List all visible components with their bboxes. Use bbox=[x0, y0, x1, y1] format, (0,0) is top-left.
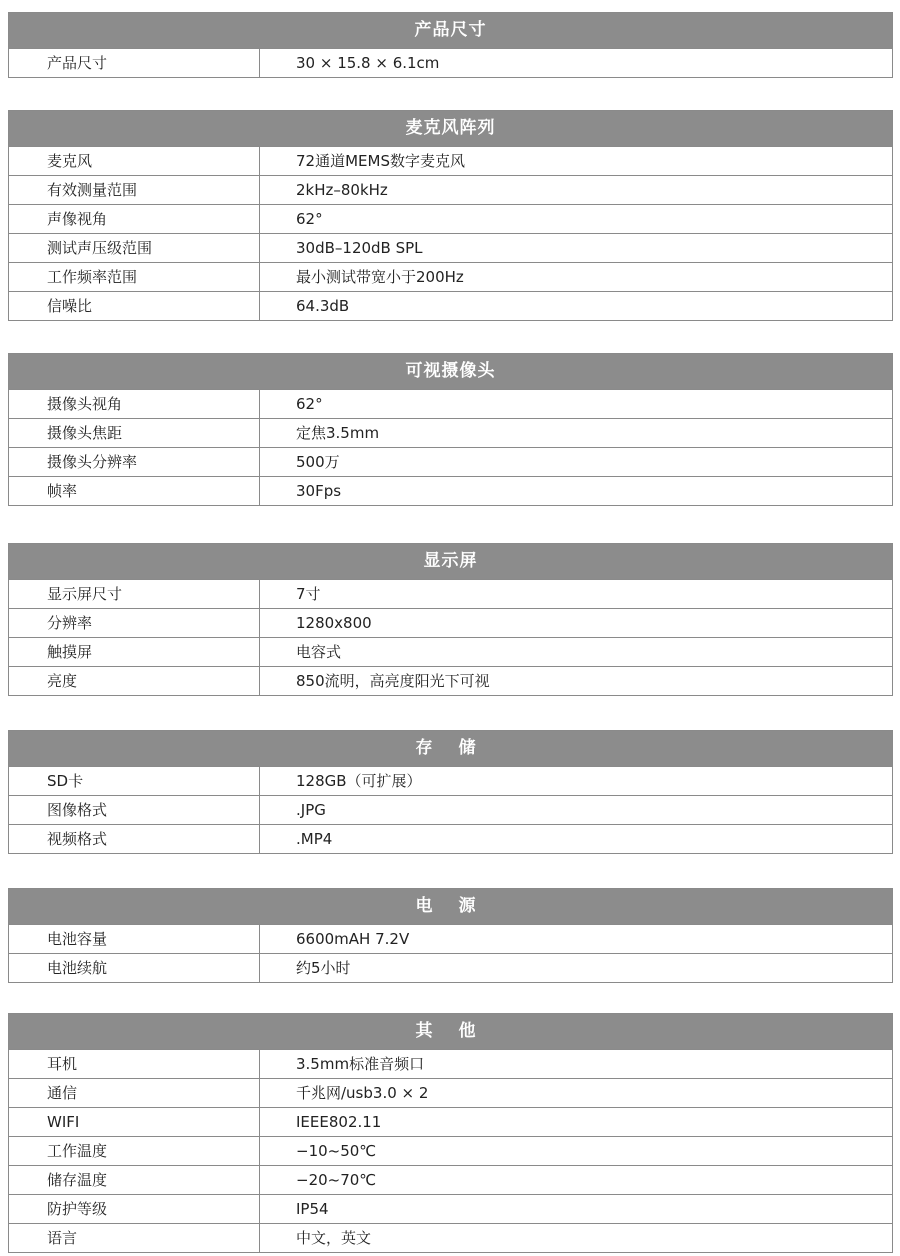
table-row bbox=[9, 766, 892, 795]
spec-value: 千兆网/usb3.0 × 2 bbox=[296, 1084, 429, 1102]
table-row bbox=[9, 795, 892, 824]
spec-label: 显示屏尺寸 bbox=[9, 580, 260, 608]
spec-label: 防护等级 bbox=[9, 1195, 260, 1223]
section-title: 存 储 bbox=[9, 731, 892, 766]
spec-label: 亮度 bbox=[9, 667, 260, 695]
spec-value: 1280x800 bbox=[296, 614, 372, 632]
spec-section-size bbox=[8, 12, 893, 78]
spec-value: 30Fps bbox=[296, 482, 342, 500]
table-row bbox=[9, 924, 892, 953]
table-row bbox=[9, 1165, 892, 1194]
table-row bbox=[9, 608, 892, 637]
table-row bbox=[9, 1107, 892, 1136]
spec-label: 声像视角 bbox=[9, 205, 260, 233]
spec-value: 6600mAH 7.2V bbox=[296, 930, 410, 948]
spec-section-display bbox=[8, 543, 893, 696]
spec-section-other bbox=[8, 1013, 893, 1253]
spec-label: 耳机 bbox=[9, 1050, 260, 1078]
spec-label: 摄像头视角 bbox=[9, 390, 260, 418]
table-row bbox=[9, 233, 892, 262]
table-row bbox=[9, 418, 892, 447]
table-row bbox=[9, 1049, 892, 1078]
table-row bbox=[9, 1223, 892, 1252]
spec-value: IP54 bbox=[296, 1200, 329, 1218]
table-row bbox=[9, 146, 892, 175]
spec-label: 通信 bbox=[9, 1079, 260, 1107]
spec-label: 电池容量 bbox=[9, 925, 260, 953]
spec-label: 语言 bbox=[9, 1224, 260, 1252]
spec-label: 摄像头焦距 bbox=[9, 419, 260, 447]
spec-label: 视频格式 bbox=[9, 825, 260, 853]
table-row bbox=[9, 953, 892, 982]
spec-label: 测试声压级范围 bbox=[9, 234, 260, 262]
spec-section-mic-array bbox=[8, 110, 893, 321]
spec-value: IEEE802.11 bbox=[296, 1113, 382, 1131]
spec-value: 64.3dB bbox=[296, 297, 350, 315]
spec-label: 触摸屏 bbox=[9, 638, 260, 666]
spec-section-storage bbox=[8, 730, 893, 854]
spec-section-camera bbox=[8, 353, 893, 506]
spec-label: 电池续航 bbox=[9, 954, 260, 982]
spec-label: 信噪比 bbox=[9, 292, 260, 320]
spec-value: 2kHz–80kHz bbox=[296, 181, 388, 199]
section-title: 显示屏 bbox=[9, 544, 892, 579]
spec-label: 工作温度 bbox=[9, 1137, 260, 1165]
table-row bbox=[9, 175, 892, 204]
table-row bbox=[9, 579, 892, 608]
spec-value: 3.5mm标准音频口 bbox=[296, 1055, 425, 1073]
section-title: 产品尺寸 bbox=[9, 13, 892, 48]
table-row bbox=[9, 204, 892, 233]
spec-value: 约5小时 bbox=[296, 959, 351, 977]
table-row bbox=[9, 637, 892, 666]
table-row bbox=[9, 824, 892, 853]
spec-label: 分辨率 bbox=[9, 609, 260, 637]
section-title: 其 他 bbox=[9, 1014, 892, 1049]
table-row bbox=[9, 389, 892, 418]
spec-value: 中文，英文 bbox=[296, 1229, 372, 1247]
spec-value: 62° bbox=[296, 395, 323, 413]
spec-value: 128GB（可扩展） bbox=[296, 772, 422, 790]
spec-value: .JPG bbox=[296, 801, 326, 819]
spec-value: 30dB–120dB SPL bbox=[296, 239, 423, 257]
spec-value: 500万 bbox=[296, 453, 340, 471]
spec-label: 麦克风 bbox=[9, 147, 260, 175]
spec-value: 最小测试带宽小于200Hz bbox=[296, 268, 464, 286]
table-row bbox=[9, 666, 892, 695]
section-title: 电 源 bbox=[9, 889, 892, 924]
spec-value: 850流明，高亮度阳光下可视 bbox=[296, 672, 490, 690]
spec-label: 摄像头分辨率 bbox=[9, 448, 260, 476]
spec-label: 储存温度 bbox=[9, 1166, 260, 1194]
spec-label: 产品尺寸 bbox=[9, 49, 260, 77]
section-title: 可视摄像头 bbox=[9, 354, 892, 389]
spec-value: .MP4 bbox=[296, 830, 333, 848]
table-row bbox=[9, 476, 892, 505]
spec-value: 62° bbox=[296, 210, 323, 228]
spec-value: 72通道MEMS数字麦克风 bbox=[296, 152, 465, 170]
spec-label: 帧率 bbox=[9, 477, 260, 505]
spec-value: −20~70℃ bbox=[296, 1171, 377, 1189]
spec-value: 30 × 15.8 × 6.1cm bbox=[296, 54, 440, 72]
spec-label: 有效测量范围 bbox=[9, 176, 260, 204]
table-row bbox=[9, 262, 892, 291]
table-row bbox=[9, 1078, 892, 1107]
spec-label: 图像格式 bbox=[9, 796, 260, 824]
spec-label: WIFI bbox=[9, 1108, 260, 1136]
spec-value: 电容式 bbox=[296, 643, 342, 661]
spec-value: 定焦3.5mm bbox=[296, 424, 380, 442]
spec-label: 工作频率范围 bbox=[9, 263, 260, 291]
table-row bbox=[9, 48, 892, 77]
table-row bbox=[9, 291, 892, 320]
spec-section-power bbox=[8, 888, 893, 983]
spec-value: 7寸 bbox=[296, 585, 321, 603]
spec-value: −10~50℃ bbox=[296, 1142, 377, 1160]
table-row bbox=[9, 1136, 892, 1165]
section-title: 麦克风阵列 bbox=[9, 111, 892, 146]
spec-label: SD卡 bbox=[9, 767, 260, 795]
table-row bbox=[9, 447, 892, 476]
table-row bbox=[9, 1194, 892, 1223]
